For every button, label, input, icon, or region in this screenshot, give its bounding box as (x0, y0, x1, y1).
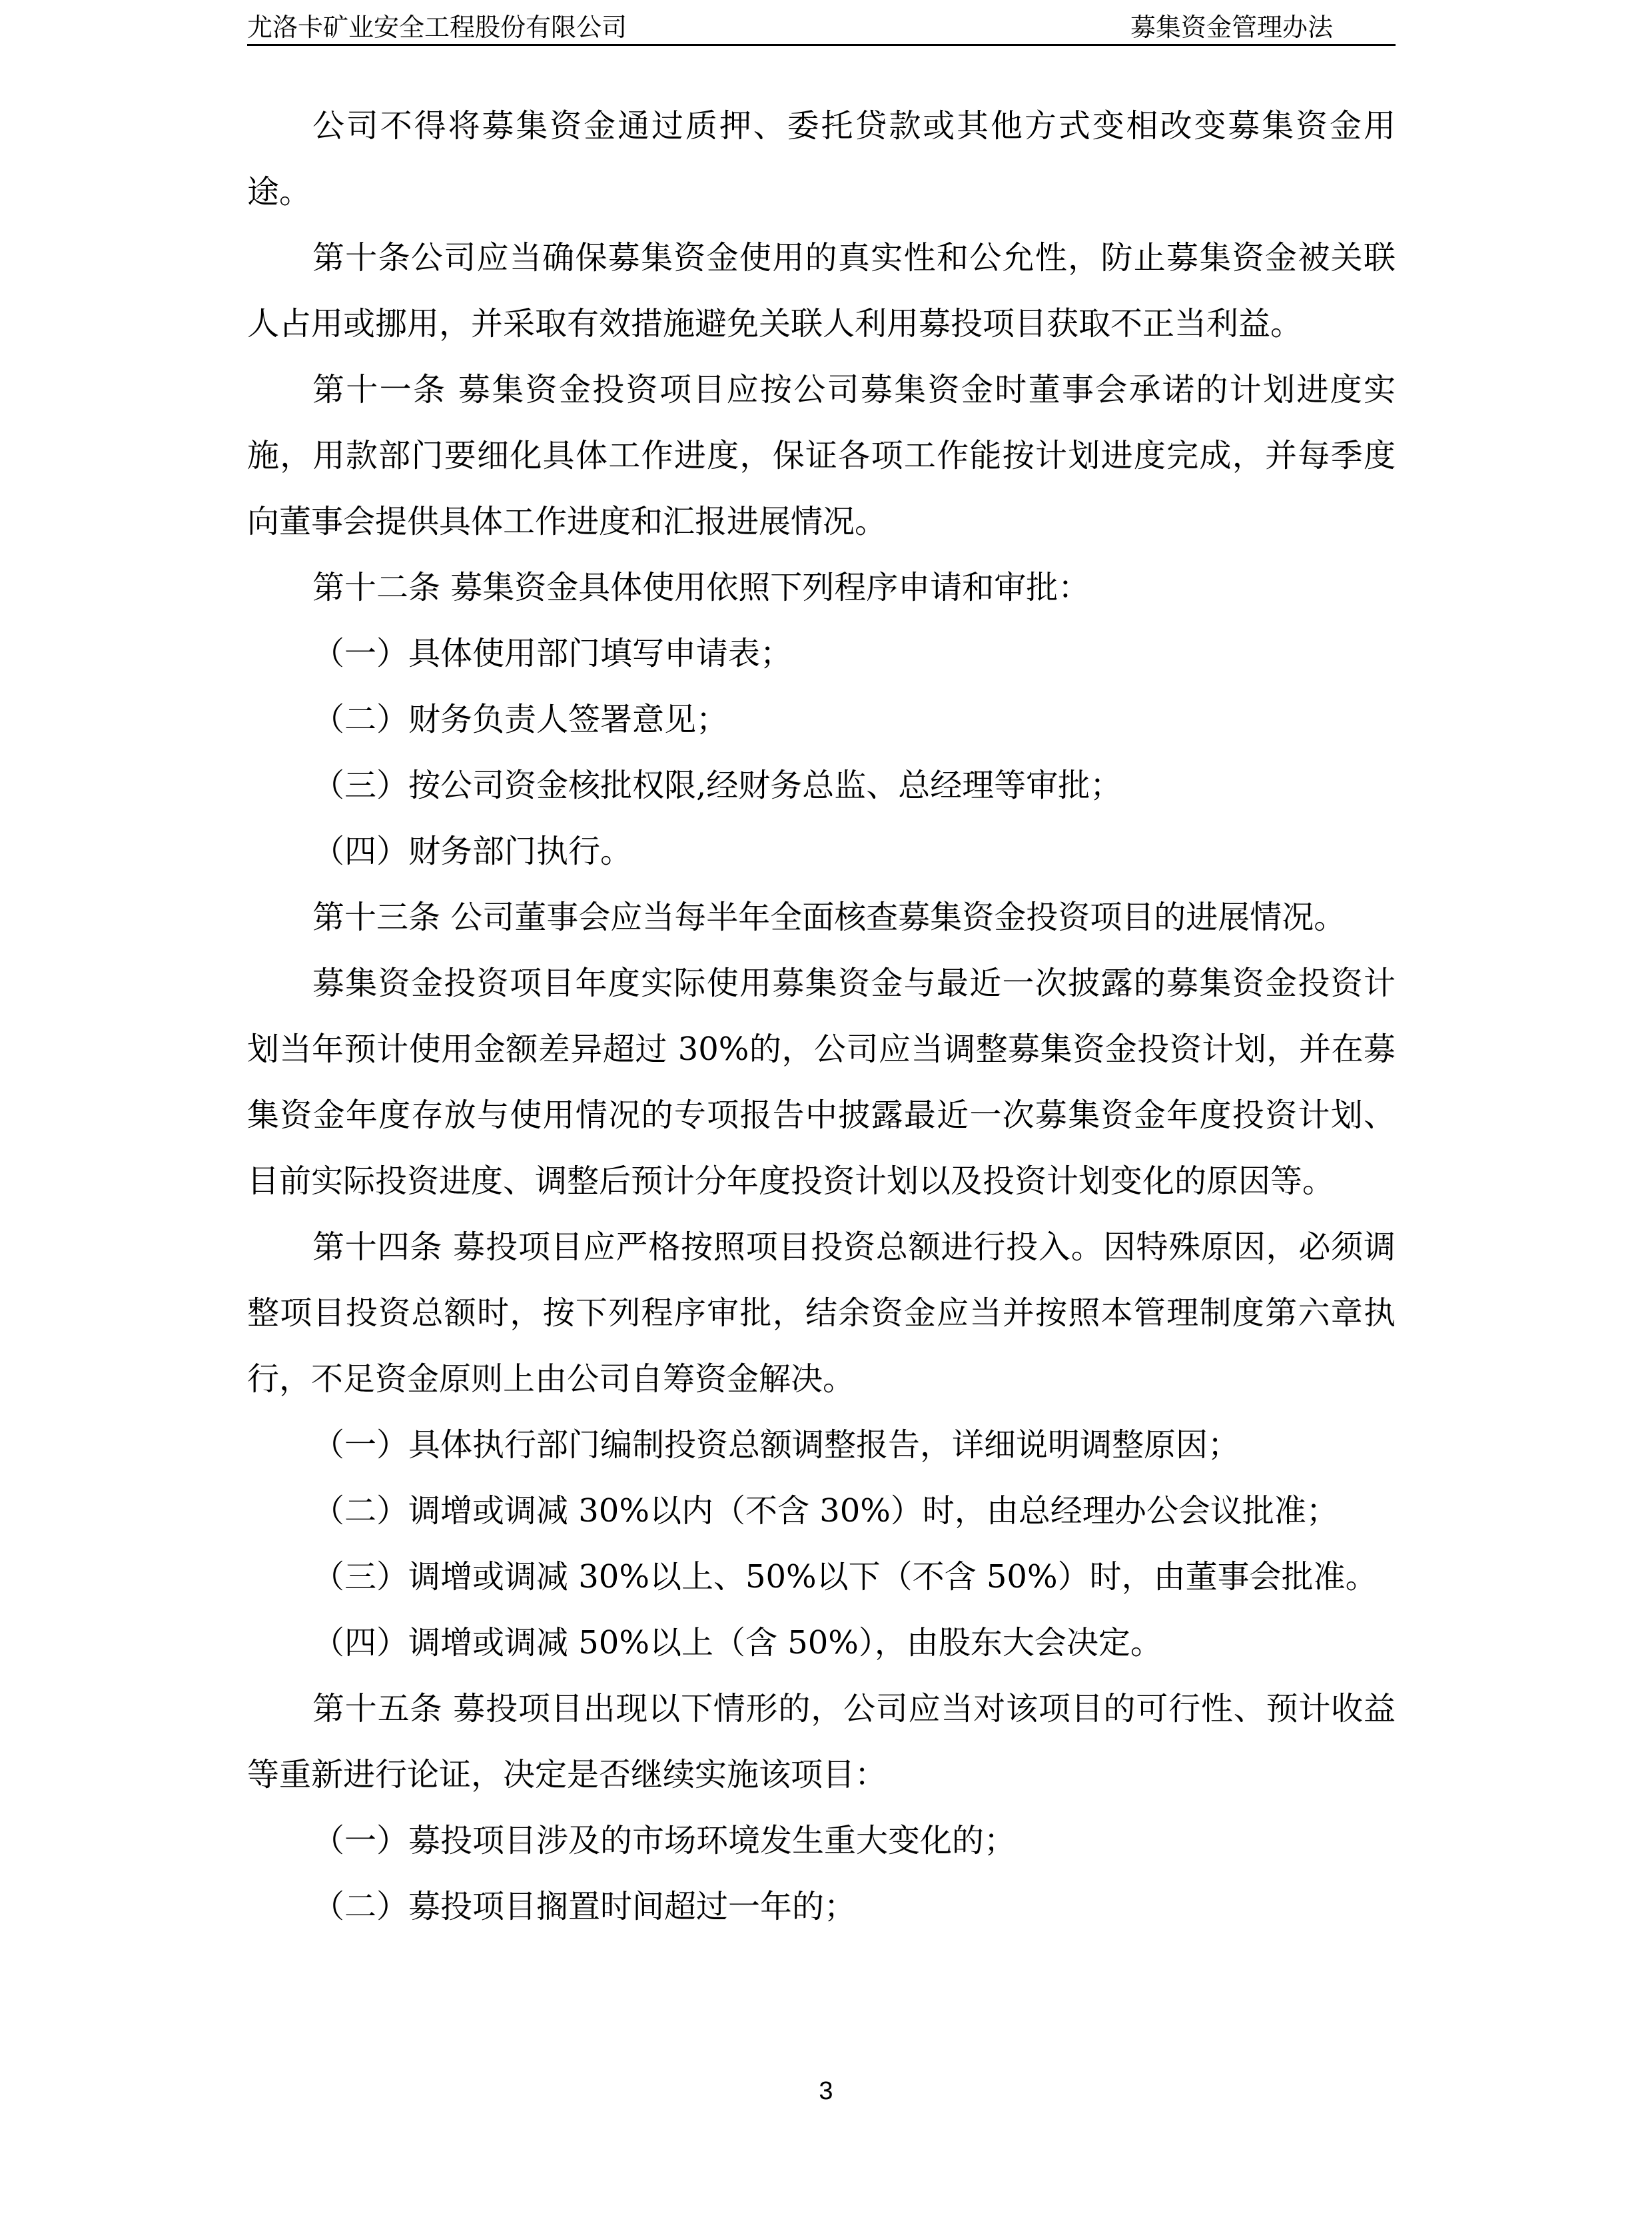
company-name: 尤洛卡矿业安全工程股份有限公司 (247, 13, 627, 42)
list-item: （二）募投项目搁置时间超过一年的； (312, 1888, 857, 1925)
paragraph: 第十二条 募集资金具体使用依照下列程序申请和审批： (312, 569, 1090, 606)
paragraph: 第十条公司应当确保募集资金使用的真实性和公允性，防止募集资金被关联人占用或挪用，并采取有效措施避免关联人利用募投项目获取不正当利益。 (247, 239, 1396, 342)
list-item: （二）调增或调减 30%以内（不含 30%）时，由总经理办公会议批准； (312, 1492, 1338, 1530)
list-item: （四）财务部门执行。 (312, 833, 633, 870)
document-body (247, 93, 1396, 1940)
document-title: 募集资金管理办法 (1130, 13, 1333, 42)
paragraph: 募集资金投资项目年度实际使用募集资金与最近一次披露的募集资金投资计划当年预计使用金额差异超过 30%的，公司应当调整募集资金投资计划，并在募集资金年度存放与使用情况的专项报告中披露最近一次募集资金年度投资计划、目前实际投资进度、调整后预计分年度投资计划以及投资计划变化的原因等。 (247, 965, 1396, 1200)
page-header (247, 5, 1396, 46)
paragraph: 第十三条 公司董事会应当每半年全面核查募集资金投资项目的进展情况。 (312, 899, 1346, 936)
list-item: （二）财务负责人签署意见； (312, 701, 729, 738)
page-number: 3 (819, 2077, 833, 2105)
list-item: （一）具体使用部门填写申请表； (312, 635, 793, 672)
paragraph: 第十四条 募投项目应严格按照项目投资总额进行投入。因特殊原因，必须调整项目投资总额时，按下列程序审批，结余资金应当并按照本管理制度第六章执行，不足资金原则上由公司自筹资金解决。 (247, 1228, 1396, 1398)
list-item: （三）调增或调减 30%以上、50%以下（不含 50%）时，由董事会批准。 (312, 1558, 1378, 1595)
paragraph: 第十一条 募集资金投资项目应按公司募集资金时董事会承诺的计划进度实施，用款部门要细化具体工作进度，保证各项工作能按计划进度完成，并每季度向董事会提供具体工作进度和汇报进展情况。 (247, 371, 1396, 540)
paragraph: 公司不得将募集资金通过质押、委托贷款或其他方式变相改变募集资金用途。 (247, 107, 1396, 211)
paragraph: 第十五条 募投项目出现以下情形的，公司应当对该项目的可行性、预计收益等重新进行论证，决定是否继续实施该项目： (247, 1690, 1396, 1793)
list-item: （一）募投项目涉及的市场环境发生重大变化的； (312, 1822, 1017, 1859)
list-item: （三）按公司资金核批权限,经财务总监、总经理等审批； (312, 767, 1122, 804)
list-item: （一）具体执行部门编制投资总额调整报告，详细说明调整原因； (312, 1426, 1240, 1464)
list-item: （四）调增或调减 50%以上（含 50%），由股东大会决定。 (312, 1624, 1162, 1661)
